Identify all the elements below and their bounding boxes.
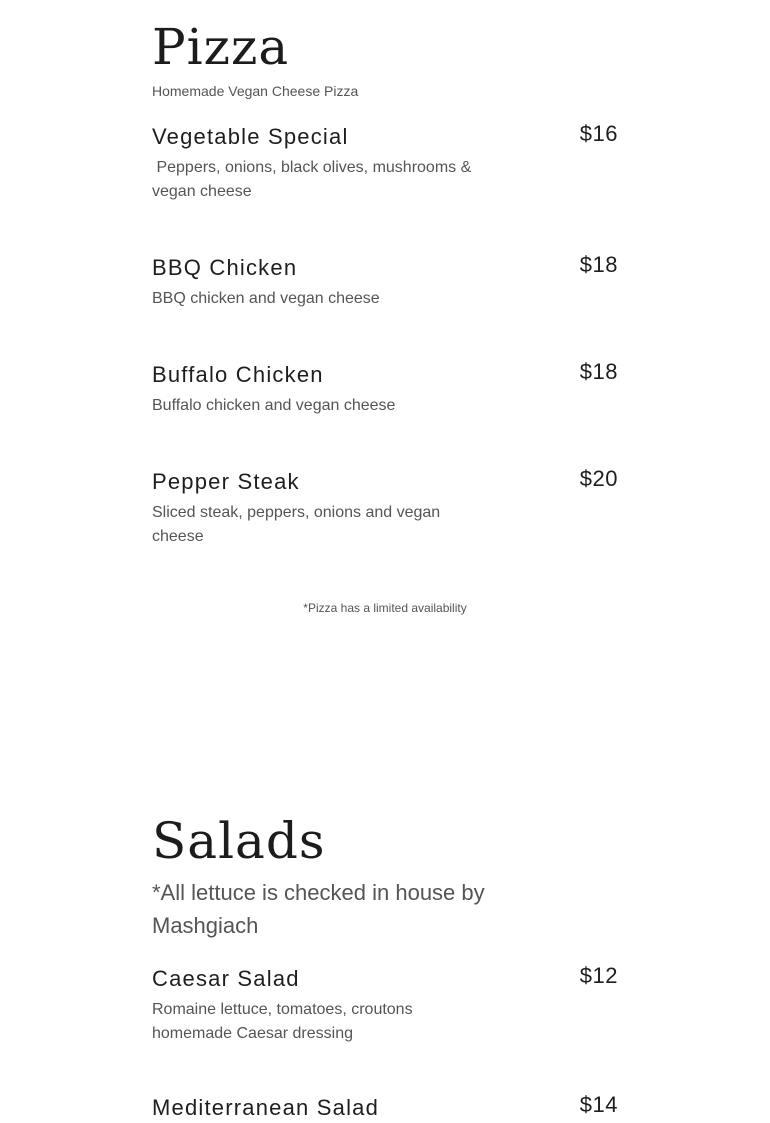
menu-item-name: Mediterranean Salad [152,1095,380,1120]
availability-note: *Pizza has a limited availability [303,601,467,615]
section-subtitle-salads: *All lettuce is checked in house by Mashgiach [152,880,485,938]
section-subtitle-pizza: Homemade Vegan Cheese Pizza [152,83,359,99]
menu-item-description: BBQ chicken and vegan cheese [152,290,380,307]
salads-section [152,808,618,1120]
menu-item-price: $18 [579,359,618,384]
menu-item-price: $12 [579,963,618,988]
menu-item-name: Pepper Steak [152,469,300,494]
menu-item-description: Sliced steak, peppers, onions and vegan cheese [152,504,445,545]
menu-item-description: Romaine lettuce, tomatoes, croutons homemade Caesar dressing [152,1001,418,1042]
section-title-salads: Salads [152,812,326,870]
menu-item-name: BBQ Chicken [152,255,298,280]
menu-item-price: $14 [579,1092,618,1117]
menu-item-price: $18 [579,252,618,277]
menu-item-name: Vegetable Special [152,124,349,149]
menu-item-price: $16 [579,121,618,146]
section-title-pizza: Pizza [152,18,290,76]
menu-item-description: Peppers, onions, black olives, mushrooms & vegan cheese [152,159,476,200]
pizza-section [152,14,618,615]
menu-item-description: Buffalo chicken and vegan cheese [152,397,396,414]
menu-item-name: Caesar Salad [152,966,300,991]
menu-item-price: $20 [579,466,618,491]
menu-item-name: Buffalo Chicken [152,362,324,387]
